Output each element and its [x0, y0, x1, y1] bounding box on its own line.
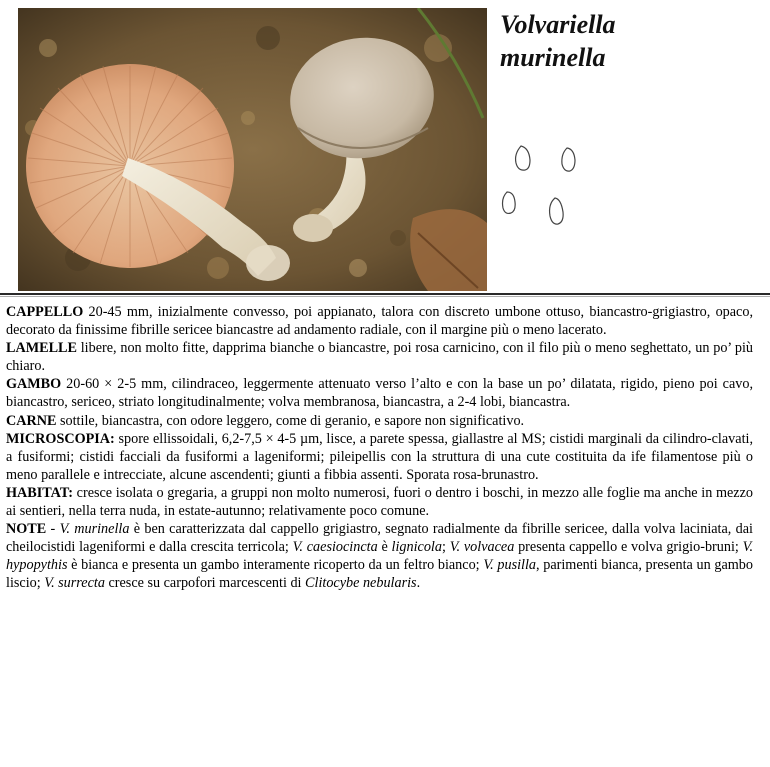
section-lamelle: LAMELLE libere, non molto fitte, dapprima bianche o biancastre, poi rosa carnicino, con il filo più o meno seghettato, un po’ più chiaro. — [6, 340, 753, 375]
section-cappello: CAPPELLO 20-45 mm, inizialmente convesso, poi appianato, talora con discreto umbone ottuso, biancastro-grigiastro, opaco, decorato da finissime fibrille sericee biancastre ad andamento radiale, con il margine più o meno lacerato. — [6, 304, 753, 339]
title-genus: Volvariella — [500, 10, 616, 39]
divider-line-shadow — [0, 296, 770, 297]
species-title — [500, 8, 616, 74]
spore-drawing — [516, 146, 530, 170]
title-species: murinella — [500, 43, 606, 72]
section-note: NOTE - V. murinella è ben caratterizzata dal cappello grigiastro, segnato radialmente da fibrille sericee, dalla volva laciniata, dai cheilocistidi lageniformi e dalla crescita terricola; V. caesiocincta è lignicola; V. volvacea presenta cappello e volva grigio-bruni; V. hypopythis è bianca e presenta un gambo interamente ricoperto da un feltro bianco; V. pusilla, parimenti bianca, presenta un gambo liscio; V. surrecta cresce su carpofori marcescenti di Clitocybe nebularis. — [6, 521, 753, 592]
mushroom-photo — [18, 8, 487, 291]
spore-drawing — [503, 192, 516, 213]
section-microscopia: MICROSCOPIA: spore ellissoidali, 6,2-7,5 × 4-5 µm, lisce, a parete spessa, giallastre al MS; cistidi marginali da cilindro-clavati, a fusiformi; cistidi facciali da fusiformi a lageniformi; pileipellis con la struttura di una cute costituita da ife filamentose più o meno parallele e intrecciate, alcune ascendenti; giunti a fibbia assenti. Sporata rosa-brunastro. — [6, 430, 753, 483]
spore-drawings — [495, 140, 595, 230]
section-habitat: HABITAT: cresce isolata o gregaria, a gruppi non molto numerosi, fuori o dentro i boschi, in mezzo alle foglie ma anche in mezzo ai sentieri, nella terra nuda, in estate-autunno; relativamente poco comune. — [6, 484, 753, 520]
section-gambo: GAMBO 20-60 × 2-5 mm, cilindraceo, leggermente attenuato verso l’alto e con la base un po’ dilatata, rigido, pieno poi cavo, biancastro, sericeo, striato longitudinalmente; volva membranosa, biancastra, a 2-4 lobi, biancastra. — [6, 376, 753, 411]
section-carne: CARNE sottile, biancastra, con odore leggero, come di geranio, e sapore non significativo. — [6, 412, 525, 429]
description-text — [6, 303, 753, 593]
divider-line — [0, 293, 770, 295]
spore-drawing — [562, 148, 575, 171]
spore-drawing — [550, 198, 564, 224]
